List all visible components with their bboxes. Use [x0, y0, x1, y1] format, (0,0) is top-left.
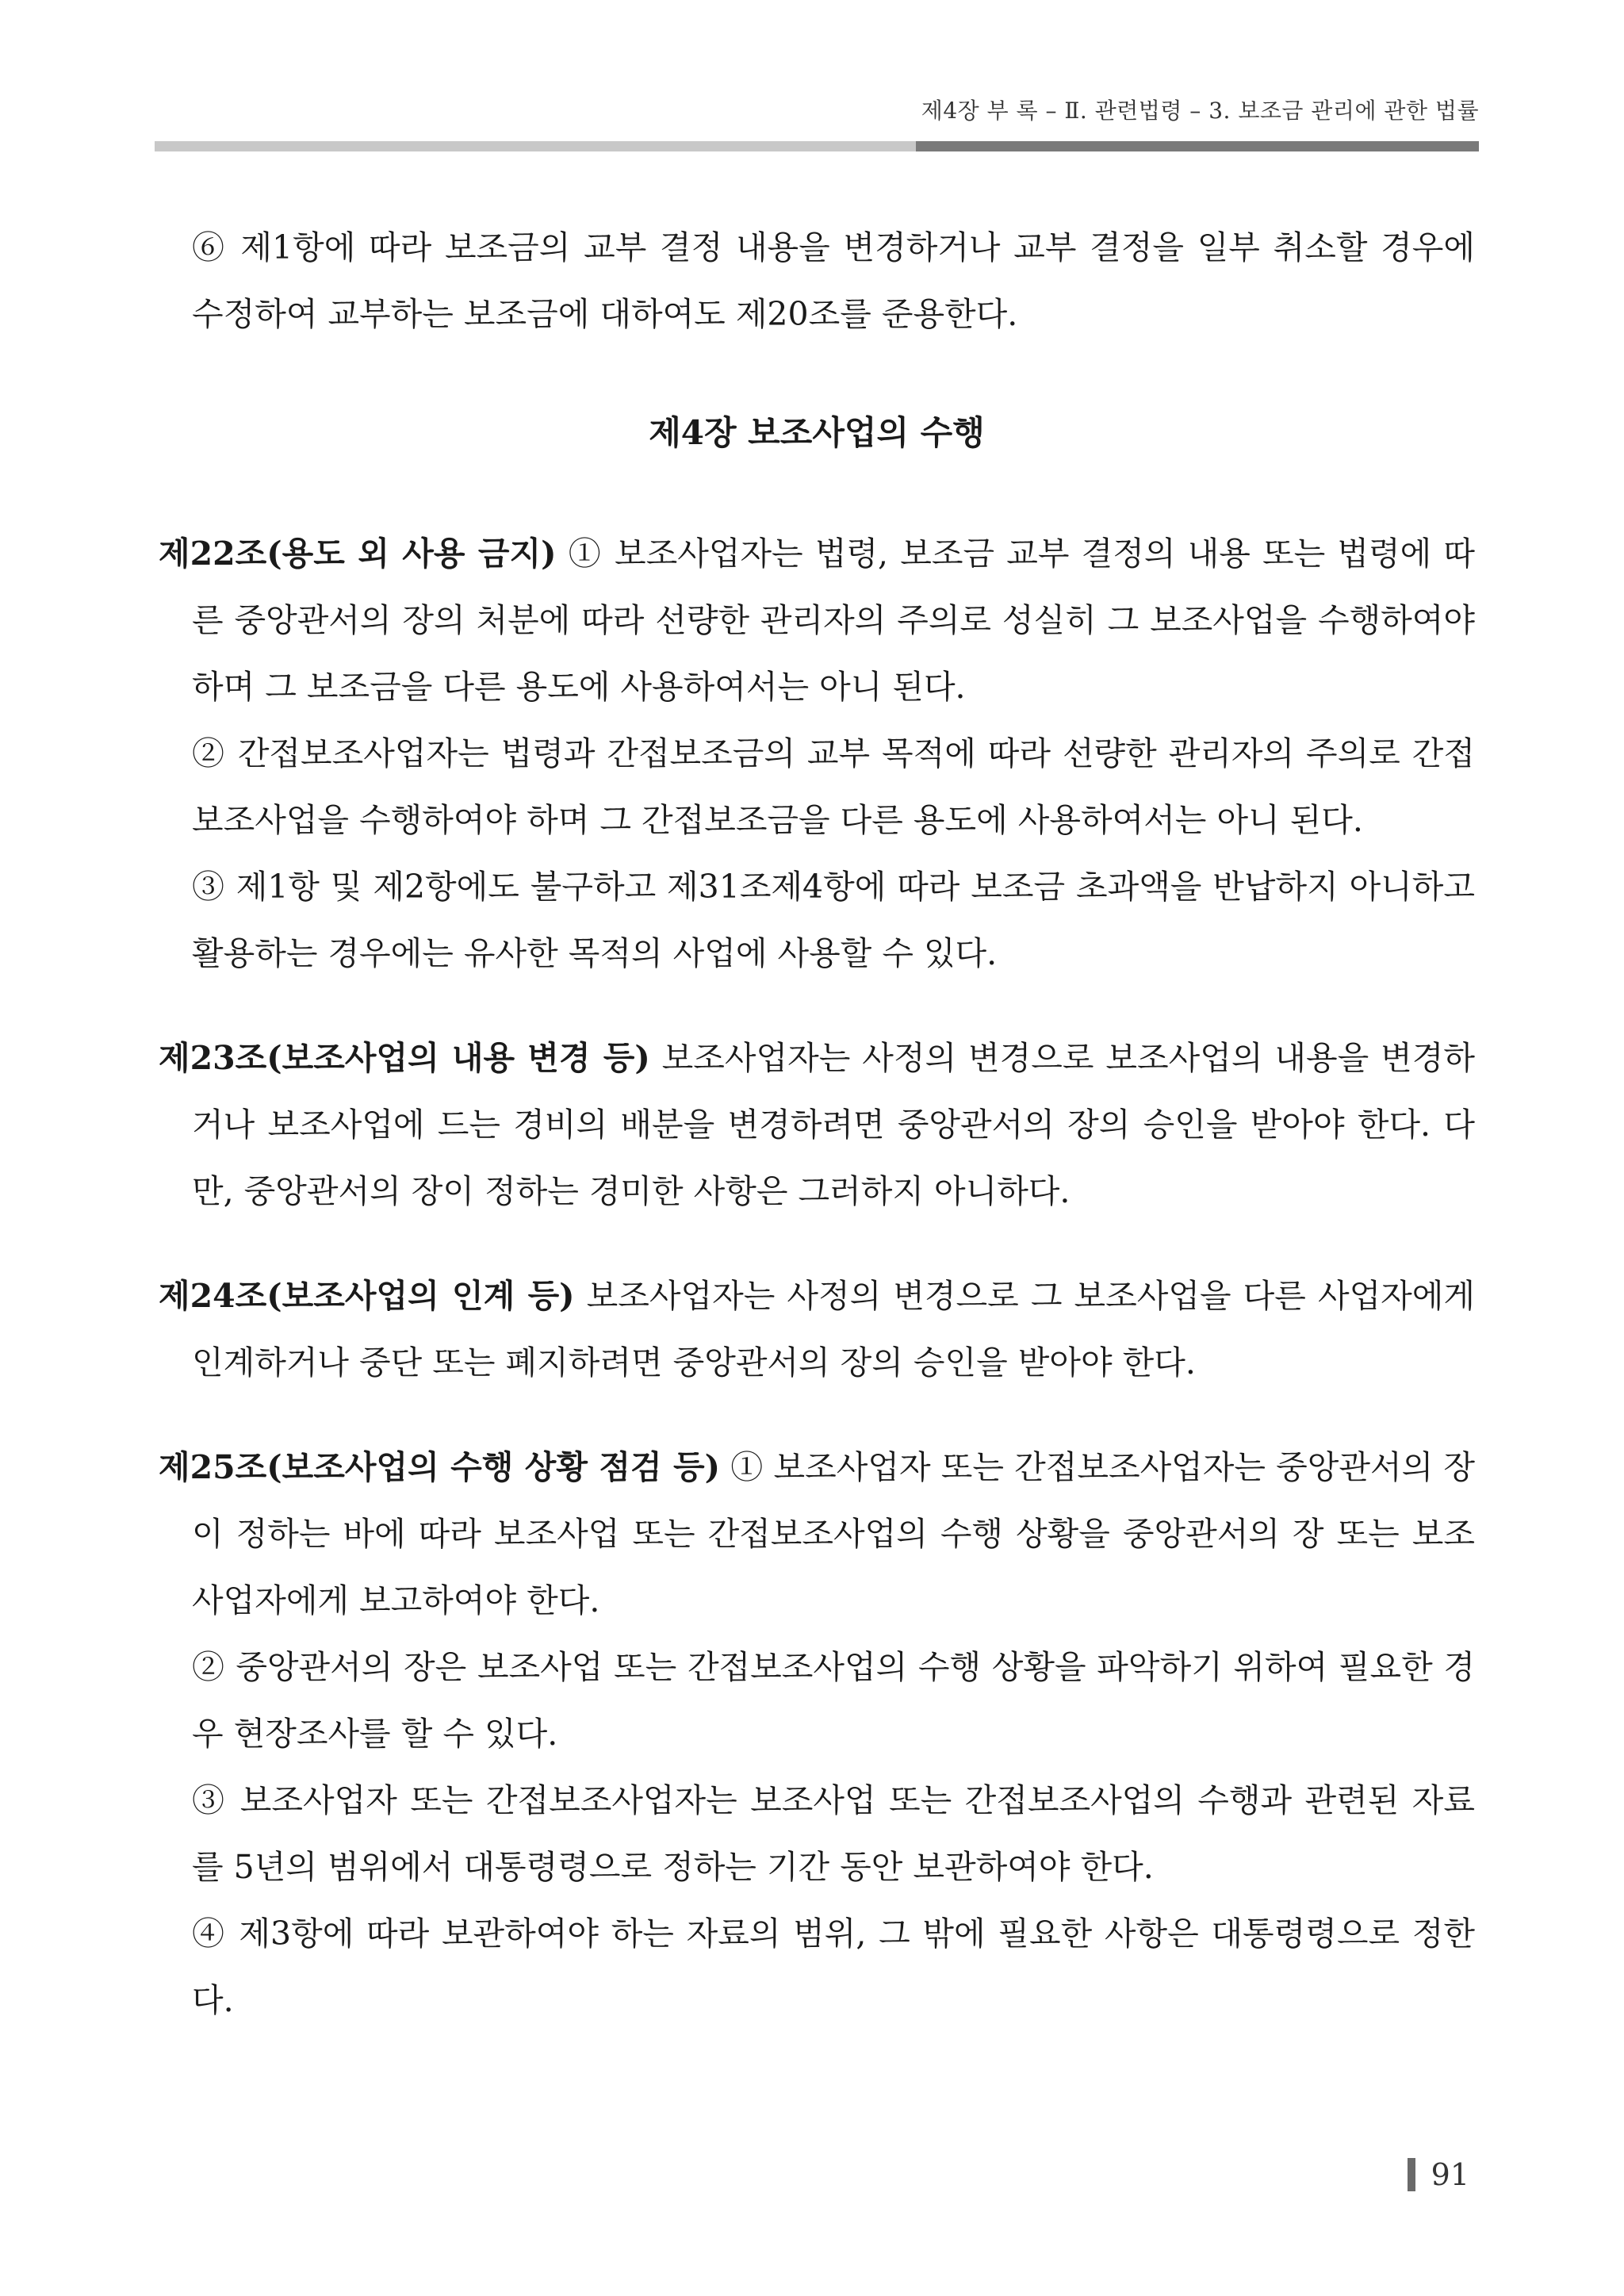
article-25 [159, 1434, 1475, 2033]
article-paragraph: ② 중앙관서의 장은 보조사업 또는 간접보조사업의 수행 상황을 파악하기 위하여 필요한 경우 현장조사를 할 수 있다. [192, 1648, 1475, 1753]
header-rule [155, 141, 1479, 151]
running-header: 제4장 부 록 – Ⅱ. 관련법령 – 3. 보조금 관리에 관한 법률 [921, 98, 1479, 124]
page-footer [1408, 2157, 1469, 2192]
article-paragraph: ② 간접보조사업자는 법령과 간접보조금의 교부 목적에 따라 선량한 관리자의 주의로 간접보조사업을 수행하여야 하며 그 간접보조금을 다른 용도에 사용하여서는 아니 된다. [192, 734, 1475, 839]
article-text: 보조사업자는 사정의 변경으로 그 보조사업을 다른 사업자에게 인계하거나 중단 또는 폐지하려면 중앙관서의 장의 승인을 받아야 한다. [192, 1277, 1476, 1382]
article-paragraph: ④ 제3항에 따라 보관하여야 하는 자료의 범위, 그 밖에 필요한 사항은 대통령령으로 정한다. [192, 1915, 1475, 2019]
article-first-paragraph [159, 1434, 1475, 1634]
intro-paragraph: ⑥ 제1항에 따라 보조금의 교부 결정 내용을 변경하거나 교부 결정을 일부 취소할 경우에 수정하여 교부하는 보조금에 대하여도 제20조를 준용한다. [192, 228, 1475, 333]
article-23 [159, 1025, 1475, 1225]
header-rule-dark [916, 141, 1479, 151]
article-first-paragraph [159, 1263, 1475, 1396]
article-paragraph: ③ 보조사업자 또는 간접보조사업자는 보조사업 또는 간접보조사업의 수행과 관련된 자료를 5년의 범위에서 대통령령으로 정하는 기간 동안 보관하여야 한다. [192, 1781, 1475, 1886]
chapter-title: 제4장 보조사업의 수행 [649, 413, 985, 452]
article-heading: 제24조(보조사업의 인계 등) [159, 1277, 575, 1315]
article-first-paragraph [159, 1025, 1475, 1225]
page-body [159, 214, 1475, 2072]
article-heading: 제23조(보조사업의 내용 변경 등) [159, 1039, 650, 1077]
footer-bar [1408, 2158, 1415, 2191]
article-heading: 제25조(보조사업의 수행 상황 점검 등) [159, 1448, 721, 1486]
article-paragraph: ③ 제1항 및 제2항에도 불구하고 제31조제4항에 따라 보조금 초과액을 반납하지 아니하고 활용하는 경우에는 유사한 목적의 사업에 사용할 수 있다. [192, 868, 1475, 972]
article-22 [159, 520, 1475, 987]
article-text: 보조사업자는 사정의 변경으로 보조사업의 내용을 변경하거나 보조사업에 드는 경비의 배분을 변경하려면 중앙관서의 장의 승인을 받아야 한다. 다만, 중앙관서의 장이 정하는 경미한 사항은 그러하지 아니하다. [192, 1039, 1475, 1210]
article-text: ① 보조사업자는 법령, 보조금 교부 결정의 내용 또는 법령에 따른 중앙관서의 장의 처분에 따라 선량한 관리자의 주의로 성실히 그 보조사업을 수행하여야 하며 그 보조금을 다른 용도에 사용하여서는 아니 된다. [192, 535, 1475, 706]
article-first-paragraph [159, 520, 1475, 720]
article-text: ① 보조사업자 또는 간접보조사업자는 중앙관서의 장이 정하는 바에 따라 보조사업 또는 간접보조사업의 수행 상황을 중앙관서의 장 또는 보조사업자에게 보고하여야 한다. [192, 1448, 1475, 1619]
page-number: 91 [1431, 2157, 1469, 2192]
article-24 [159, 1263, 1475, 1396]
article-heading: 제22조(용도 외 사용 금지) [159, 535, 557, 573]
header-rule-light [155, 141, 916, 151]
